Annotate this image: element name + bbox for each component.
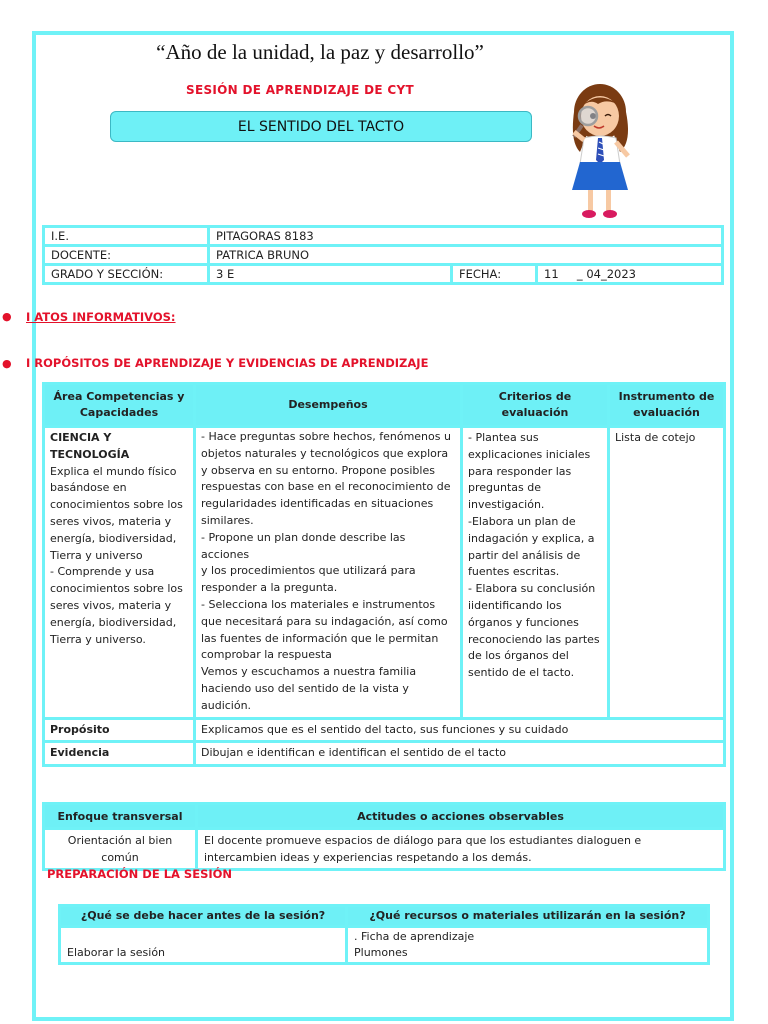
- column-header: Enfoque transversal: [44, 804, 197, 829]
- proposito-label: Propósito: [44, 718, 195, 742]
- area-text: Explica el mundo físico basándose en conocimientos sobre los seres vivos, materia y energía, biodiversidad, Tierra y universo - Comprende y usa conocimientos sobre los seres vivos, materia y energía, biodiversidad, Tierra y universo.: [50, 464, 183, 646]
- motto-title: “Año de la unidad, la paz y desarrollo”: [156, 40, 484, 64]
- learning-purposes-table: [42, 382, 726, 767]
- grado-label: GRADO Y SECCIÓN:: [44, 265, 209, 284]
- section-propositos: I ROPÓSITOS DE APRENDIZAJE Y EVIDENCIAS DE APRENDIZAJE: [26, 356, 429, 370]
- table-row: [44, 265, 723, 284]
- section-datos-informativos: I ATOS INFORMATIVOS:: [26, 310, 176, 324]
- column-header: Actitudes o acciones observables: [197, 804, 725, 829]
- column-header: ¿Qué se debe hacer antes de la sesión?: [60, 906, 347, 927]
- fecha-value: 11 _ 04_2023: [537, 265, 723, 284]
- table-row: [44, 718, 725, 742]
- table-row: [44, 742, 725, 766]
- enfoque-transversal-table: [42, 802, 726, 871]
- proposito-text: Explicamos que es el sentido del tacto, sus funciones y su cuidado: [195, 718, 725, 742]
- table-row: [44, 829, 725, 870]
- criterios-cell: - Plantea sus explicaciones iniciales para responder las preguntas de investigación. -Elabora un plan de indagación y explica, a partir del análisis de fuentes escritas. - Elabora su conclusión iidentificando los órganos y funciones reconociendo las partes de los órganos del sentido de el tacto.: [462, 427, 609, 719]
- table-row: [44, 227, 723, 246]
- enfoque-right-cell: El docente promueve espacios de diálogo para que los estudiantes dialoguen e intercambien ideas y experiencias respetando a los demás.: [197, 829, 725, 870]
- table-header-row: [44, 804, 725, 829]
- girl-with-magnifier-illustration: [558, 82, 648, 222]
- column-header: Instrumento de evaluación: [609, 384, 725, 427]
- prep-resource-1: . Ficha de aprendizaje: [354, 930, 475, 943]
- evidencia-text: Dibujan e identifican e identifican el sentido de el tacto: [195, 742, 725, 766]
- bullet-dot: ●: [2, 310, 12, 323]
- column-header: ¿Qué recursos o materiales utilizarán en la sesión?: [347, 906, 709, 927]
- column-header: Criterios de evaluación: [462, 384, 609, 427]
- prep-left-cell: Elaborar la sesión: [60, 927, 347, 964]
- session-title: SESIÓN DE APRENDIZAJE DE CYT: [186, 83, 414, 97]
- table-header-row: [44, 384, 725, 427]
- section-preparacion: PREPARACIÓN DE LA SESIÓN: [47, 867, 233, 881]
- column-header: Área Competencias y Capacidades: [44, 384, 195, 427]
- table-row: [60, 927, 709, 964]
- column-header: Desempeños: [195, 384, 462, 427]
- table-header-row: [60, 906, 709, 927]
- ie-label: I.E.: [44, 227, 209, 246]
- evidencia-label: Evidencia: [44, 742, 195, 766]
- fecha-label: FECHA:: [452, 265, 537, 284]
- desempenos-cell: - Hace preguntas sobre hechos, fenómenos u objetos naturales y tecnológicos que explora y observa en su entorno. Propone posibles respuestas con base en el reconocimiento de regularidades identificadas en situaciones similares. - Propone un plan donde describe las acciones y los procedimientos que utilizará para responder a la pregunta. - Selecciona los materiales e instrumentos que necesitará para su indagación, así como las fuentes de información que le permitan comprobar la respuesta Vemos y escuchamos a nuestra familia haciendo uso del sentido de la vista y audición.: [195, 427, 462, 719]
- prep-right-cell: [347, 927, 709, 964]
- docente-value: PATRICA BRUNO: [209, 246, 723, 265]
- enfoque-left-cell: Orientación al bien común: [44, 829, 197, 870]
- ie-value: PITAGORAS 8183: [209, 227, 723, 246]
- topic-banner: EL SENTIDO DEL TACTO: [110, 111, 532, 142]
- info-table: [42, 225, 724, 285]
- area-cell: [44, 427, 195, 719]
- area-title: CIENCIA Y TECNOLOGÍA: [50, 431, 130, 461]
- prep-resource-2: Plumones: [354, 946, 408, 959]
- instrumento-cell: Lista de cotejo: [609, 427, 725, 719]
- table-row: [44, 427, 725, 719]
- bullet-dot: ●: [2, 357, 12, 370]
- table-row: [44, 246, 723, 265]
- docente-label: DOCENTE:: [44, 246, 209, 265]
- grado-value: 3 E: [209, 265, 452, 284]
- preparacion-table: [58, 904, 710, 965]
